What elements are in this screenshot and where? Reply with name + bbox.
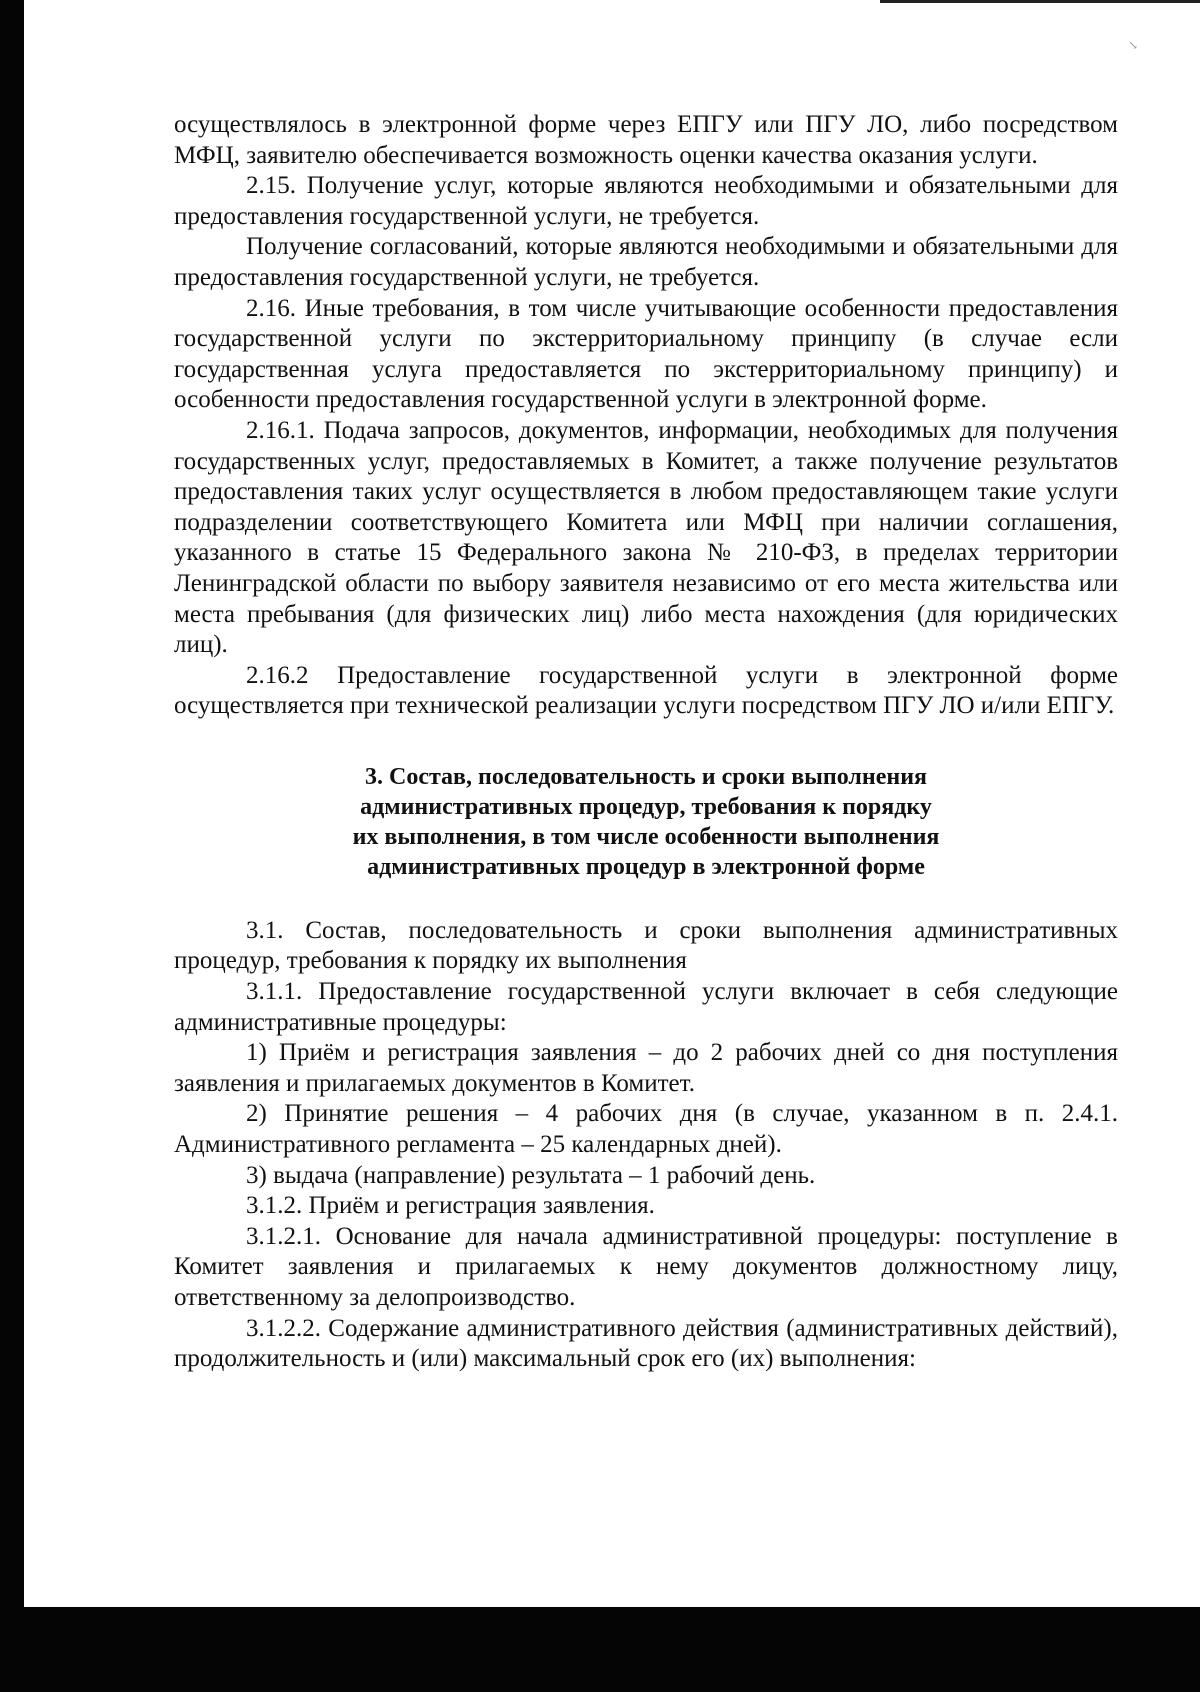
paragraph: 2.16.2 Предоставление государственной услуги в электронной форме осуществляется при технической реализации услуги посредством ПГУ ЛО и/или ЕПГУ. [174,661,1118,720]
section-heading [174,762,1118,882]
scan-border-left [0,0,24,1692]
heading-line: их выполнения, в том числе особенности выполнения [352,823,940,850]
document-page [174,110,1118,1375]
paragraph: 3.1.2.2. Содержание административного действия (административных действий), продолжительность и (или) максимальный срок его (их) выполнения: [174,1314,1118,1373]
section-after [174,916,1118,1375]
paragraph: Получение согласований, которые являются необходимыми и обязательными для предоставления государственной услуги, не требуется. [174,233,1118,291]
paragraph: 2.16.1. Подача запросов, документов, информации, необходимых для получения государственных услуг, предоставляемых в Комитет, а также получение результатов предоставления таких услуг осуществляется в любом предоставляющем такие услуги подразделении соответствующего Комитета или МФЦ при наличии соглашения, указанного в статье 15 Федерального закона № 210-ФЗ, в пределах территории Ленинградской области по выбору заявителя независимо от его места жительства или места пребывания (для физических лиц) либо места нахождения (для юридических лиц). [174,416,1118,659]
paragraph: осуществлялось в электронной форме через ЕПГУ или ПГУ ЛО, либо посредством МФЦ, заявителю обеспечивается возможность оценки качества оказания услуги. [174,111,1118,169]
paragraph: 2) Принятие решения – 4 рабочих дня (в случае, указанном в п. 2.4.1. Административного регламента – 25 календарных дней). [174,1100,1118,1159]
heading-line: 3. Состав, последовательность и сроки выполнения [364,763,928,790]
paragraph: 1) Приём и регистрация заявления – до 2 рабочих дней со дня поступления заявления и прилагаемых документов в Комитет. [174,1039,1118,1097]
paragraph: 3.1. Состав, последовательность и сроки выполнения административных процедур, требования к порядку их выполнения [174,916,1118,975]
heading-line: административных процедур, требования к порядку [360,793,932,820]
paragraph: 3.1.1. Предоставление государственной услуги включает в себя следующие административные процедуры: [174,978,1118,1036]
paragraph: 2.15. Получение услуг, которые являются необходимыми и обязательными для предоставления государственной услуги, не требуется. [174,172,1118,230]
scan-border-bottom [0,1607,1200,1692]
paragraph: 3.1.2.1. Основание для начала административной процедуры: поступление в Комитет заявления и прилагаемых к нему документов должностному лицу, ответственному за делопроизводство. [174,1222,1118,1311]
scan-corner-mark: ↘ [1128,38,1139,52]
scan-border-top [880,0,1200,3]
paragraph: 2.16. Иные требования, в том числе учитывающие особенности предоставления государственной услуги по экстерриториальному принципу (в случае если государственная услуга предоставляется по экстерриториальному принципу) и особенности предоставления государственной услуги в электронной форме. [174,294,1118,414]
heading-line: административных процедур в электронной форме [367,853,925,880]
paragraph: 3) выдача (направление) результата – 1 рабочий день. [246,1161,816,1189]
section-before [174,110,1118,722]
paragraph: 3.1.2. Приём и регистрация заявления. [246,1192,655,1220]
